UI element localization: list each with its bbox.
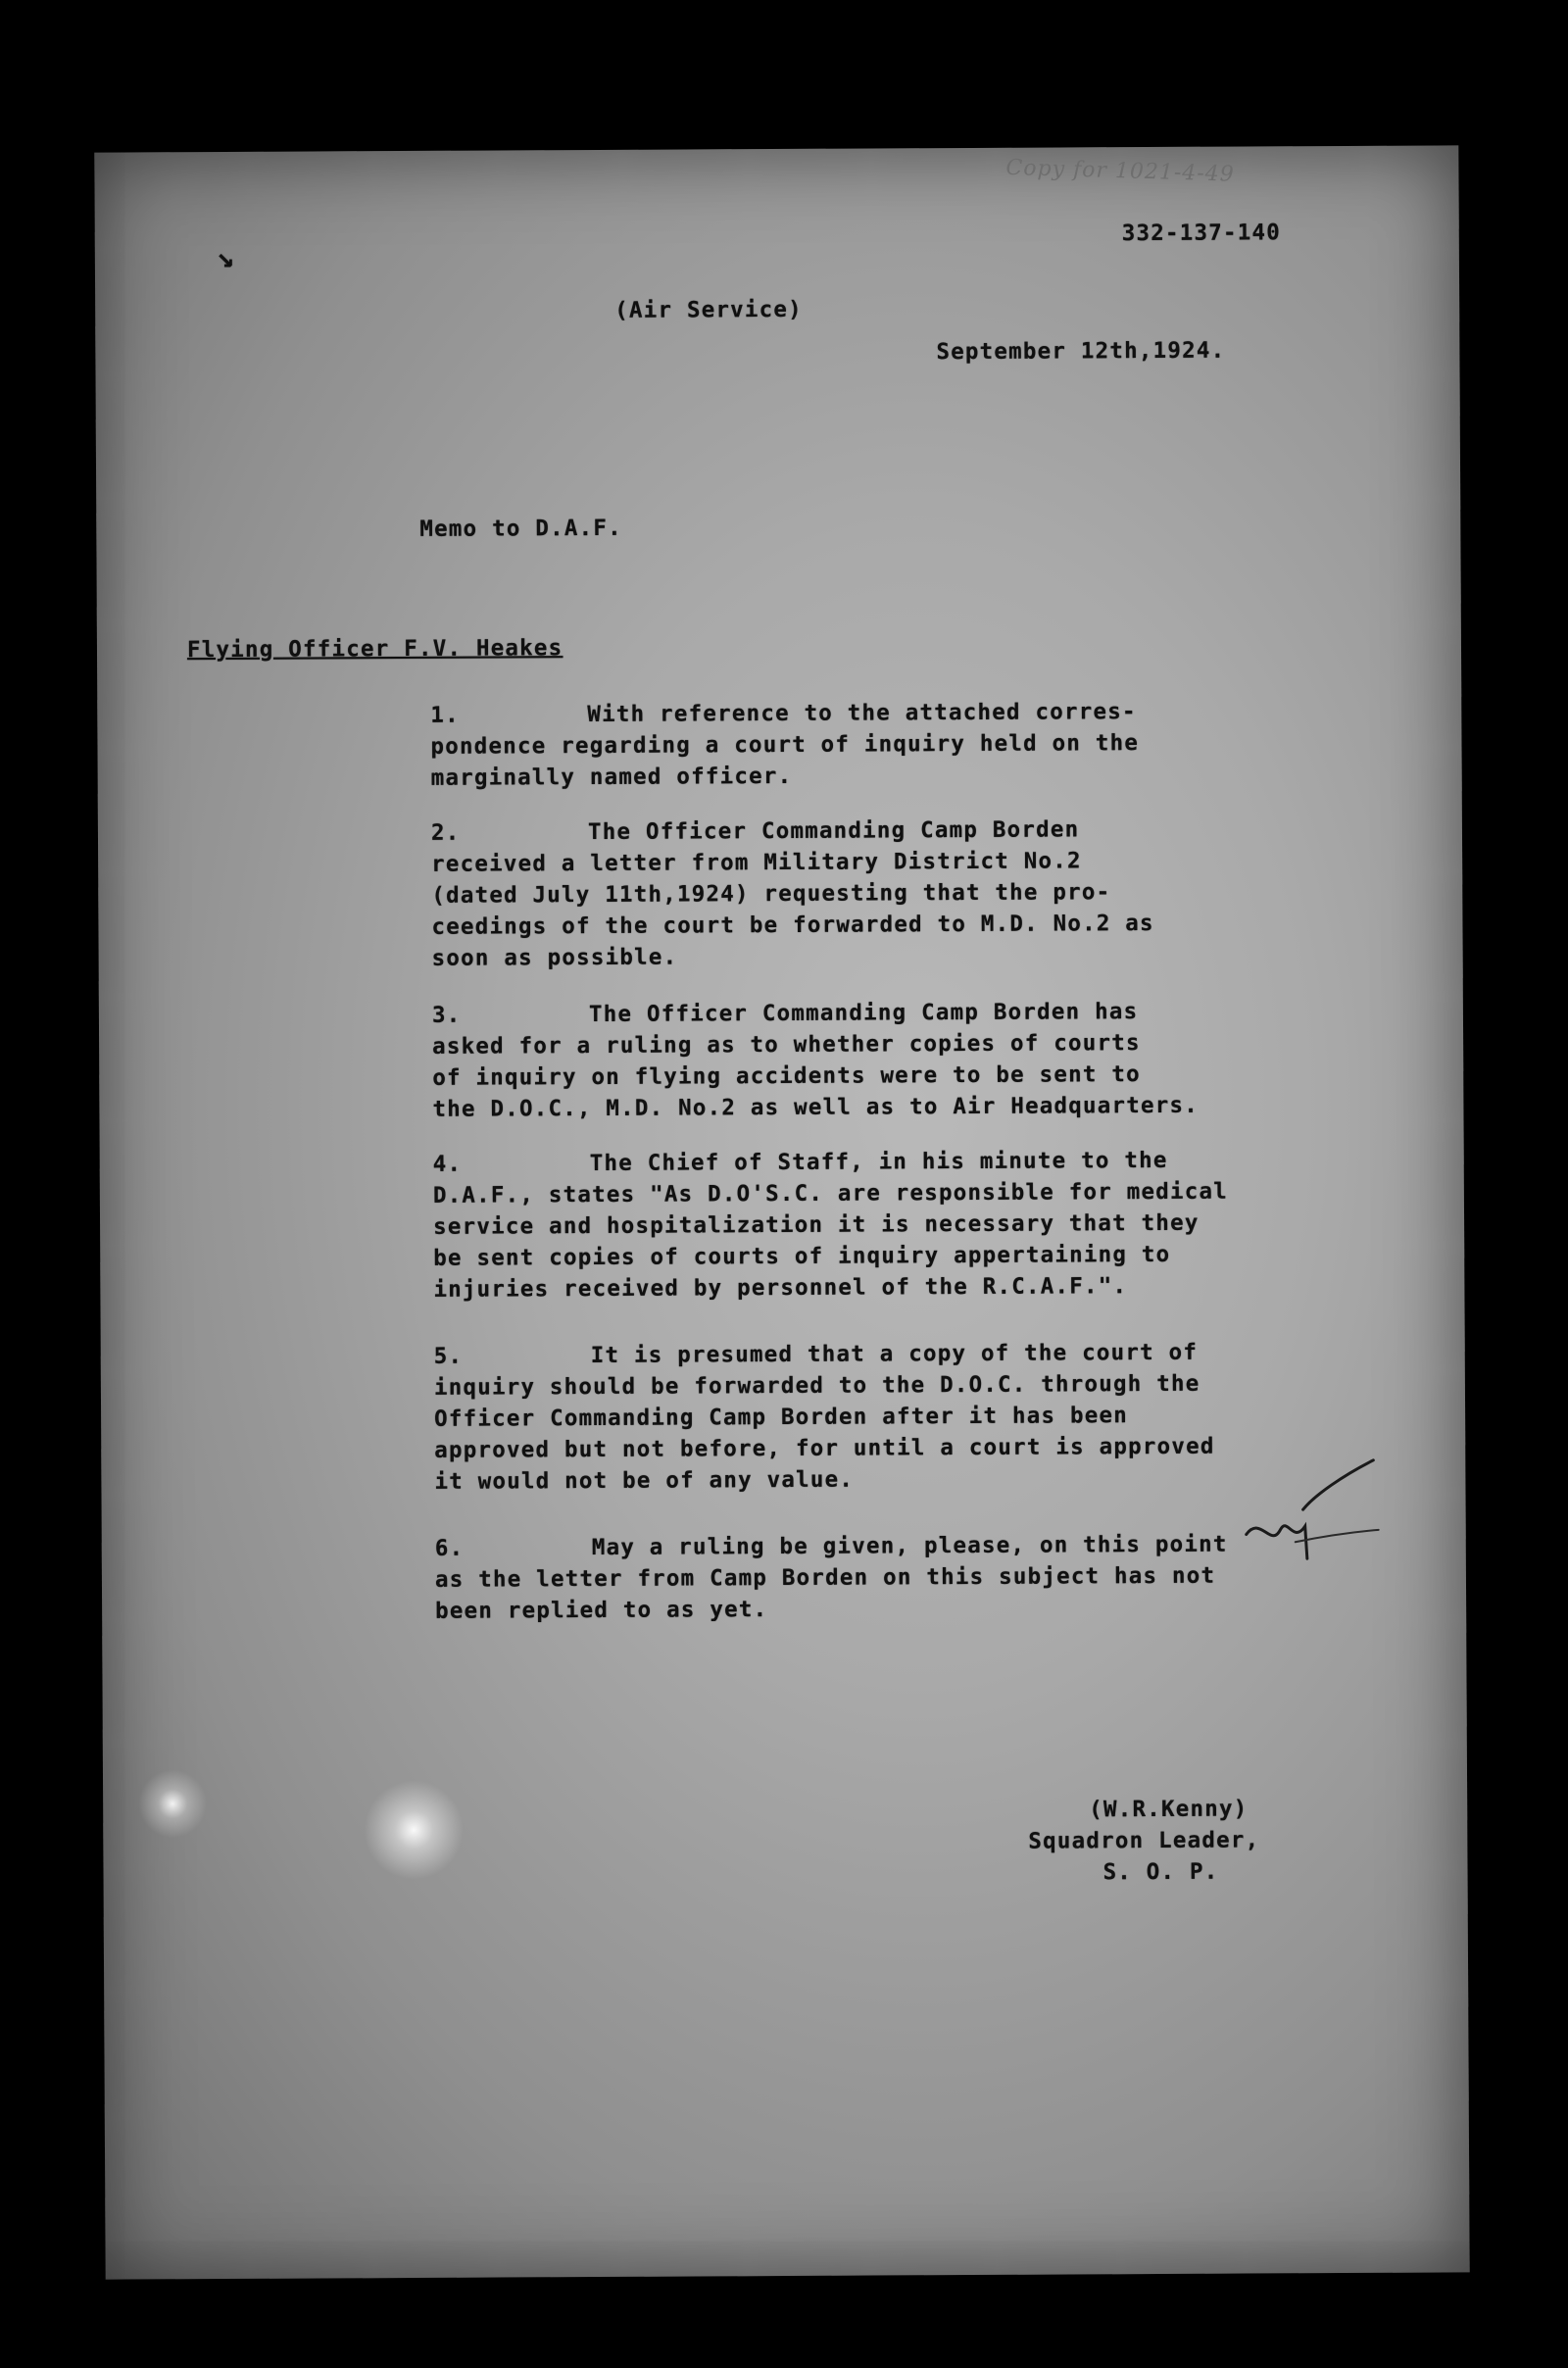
memo-date: September 12th,1924.	[936, 337, 1226, 366]
paragraph-line: asked for a ruling as to whether copies of courts	[432, 1030, 1141, 1060]
paragraph-line: May a ruling be given, please, on this point	[591, 1531, 1228, 1561]
paragraph-2	[430, 813, 1362, 971]
paragraph-3	[431, 995, 1363, 1122]
handwritten-initials-mark	[1236, 1455, 1384, 1574]
paragraph-line: The Officer Commanding Camp Borden	[587, 816, 1080, 846]
paragraph-line: as the letter from Camp Borden on this subject has not	[434, 1562, 1216, 1593]
paragraph-line: D.A.F., states "As D.O'S.C. are responsible for medical	[432, 1178, 1229, 1209]
signature-rank: Squadron Leader,	[1028, 1827, 1260, 1854]
paragraph-line: be sent copies of courts of inquiry appertaining to	[433, 1241, 1171, 1271]
paragraph-line: the D.O.C., M.D. No.2 as well as to Air Headquarters.	[432, 1092, 1200, 1122]
paragraph-line: approved but not before, for until a court is approved	[434, 1433, 1215, 1463]
paragraph-number: 6.	[434, 1535, 465, 1561]
paragraph-line: The Officer Commanding Camp Borden has	[588, 999, 1139, 1028]
paragraph-line: ceedings of the court be forwarded to M.D. No.2 as	[431, 911, 1154, 940]
paragraph-line: The Chief of Staff, in his minute to the	[589, 1147, 1168, 1177]
subject-heading: Flying Officer F.V. Heakes	[186, 635, 564, 664]
paragraph-line: injuries received by personnel of the R.C.A.F.".	[433, 1273, 1128, 1303]
light-glare	[360, 1776, 468, 1885]
paragraph-line: it would not be of any value.	[434, 1466, 855, 1495]
file-number: 332-137-140	[1121, 220, 1282, 247]
film-edge-top	[0, 0, 1568, 39]
paragraph-line: With reference to the attached corres-	[587, 699, 1137, 728]
service-heading: (Air Service)	[614, 296, 803, 323]
signature-appointment: S. O. P.	[1102, 1858, 1219, 1886]
paragraph-line: service and hospitalization it is necessary that they	[433, 1209, 1200, 1240]
paragraph-line: It is presumed that a copy of the court of	[590, 1339, 1199, 1369]
paragraph-5	[433, 1336, 1365, 1495]
paragraph-number: 4.	[432, 1151, 463, 1177]
signature-name: (W.R.Kenny)	[1089, 1796, 1249, 1823]
paragraph-line: received a letter from Military District No.2	[431, 848, 1082, 877]
corner-mark-icon: ↘	[216, 239, 236, 275]
paragraph-1	[430, 695, 1361, 791]
paragraph-line: of inquiry on flying accidents were to be sent to	[432, 1061, 1141, 1091]
paragraph-line: marginally named officer.	[430, 763, 793, 791]
film-edge-bottom	[0, 2329, 1568, 2368]
pencil-reference-note: Copy for 1021-4-49	[1005, 155, 1236, 187]
paragraph-line: soon as possible.	[431, 944, 678, 971]
paragraph-line: (dated July 11th,1924) requesting that the pro-	[431, 879, 1111, 909]
paragraph-4	[432, 1144, 1364, 1303]
paragraph-6	[434, 1528, 1366, 1624]
paragraph-line: inquiry should be forwarded to the D.O.C. through the	[433, 1370, 1200, 1401]
paragraph-line: Officer Commanding Camp Borden after it has been	[434, 1403, 1128, 1432]
paragraph-number: 2.	[430, 819, 461, 846]
paragraph-line: been replied to as yet.	[435, 1597, 768, 1624]
paragraph-number: 3.	[431, 1002, 462, 1028]
memo-recipient: Memo to D.A.F.	[419, 515, 622, 542]
memo-page	[94, 145, 1469, 2279]
paragraph-number: 5.	[433, 1343, 464, 1369]
paragraph-number: 1.	[430, 702, 460, 728]
paragraph-line: pondence regarding a court of inquiry held on the	[430, 730, 1140, 760]
light-glare	[138, 1769, 207, 1838]
